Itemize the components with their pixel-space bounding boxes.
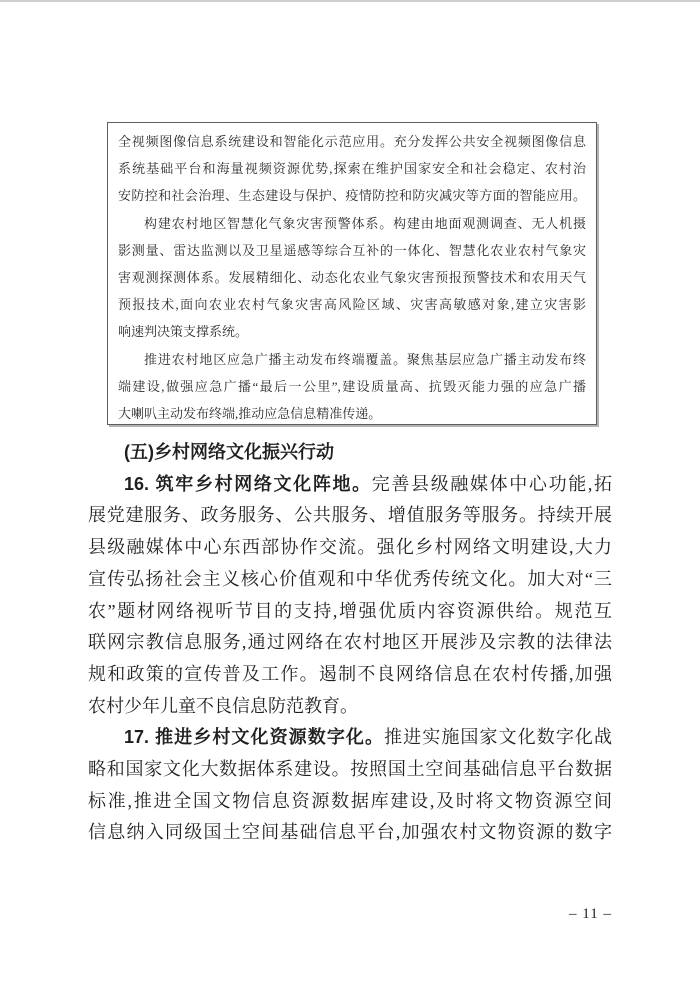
box-line: 响速判决策支撑系统。 (118, 324, 249, 340)
box-line: 预报技术,面向农业农村气象灾害高风险区域、灾害高敏感对象,建立灾害影 (118, 297, 586, 313)
item-17-line: 信息纳入同级国土空间基础信息平台,加强农村文物资源的数字 (88, 822, 612, 843)
item-16-line: 县级融媒体中心东西部协作交流。强化乡村网络文明建设,大力 (88, 537, 612, 558)
box-line: 推进农村地区应急广播主动发布终端覆盖。聚焦基层应急广播主动发布终 (144, 351, 586, 367)
box-line: 安防控和社会治理、生态建设与保护、疫情防控和防灾减灾等方面的智能应用。 (118, 188, 586, 204)
body-text (88, 437, 612, 849)
item-17-first-line (88, 722, 612, 754)
boxed-excerpt (107, 122, 597, 425)
item-16-line: 农村少年儿童不良信息防范教育。 (88, 695, 358, 716)
item-16-line: 农”题材网络视听节目的支持,增强优质内容资源供给。规范互 (88, 600, 612, 621)
box-line: 系统基础平台和海量视频资源优势,探索在维护国家安全和社会稳定、农村治 (118, 161, 586, 177)
item-17-line: 略和国家文化大数据体系建设。按照国土空间基础信息平台数据 (88, 759, 612, 780)
item-16-line: 联网宗教信息服务,通过网络在农村地区开展涉及宗教的法律法 (88, 632, 612, 653)
item-16-line: 规和政策的宣传普及工作。遏制不良网络信息在农村传播,加强 (88, 663, 612, 684)
item-16-first-rest: 完善县级融媒体中心功能,拓 (371, 473, 612, 494)
box-line: 大喇叭主动发布终端,推动应急信息精准传递。 (118, 406, 382, 422)
section-heading: (五)乡村网络文化振兴行动 (124, 442, 334, 462)
box-line: 全视频图像信息系统建设和智能化示范应用。充分发挥公共安全视频图像信息 (118, 134, 586, 149)
page-number: – 11 – (569, 906, 612, 922)
item-16-lead: 16. 筑牢乡村网络文化阵地。 (124, 473, 372, 494)
page-top-edge (0, 0, 700, 2)
item-17-lead: 17. 推进乡村文化资源数字化。 (124, 727, 385, 748)
item-17-line: 标准,推进全国文物信息资源数据库建设,及时将文物资源空间 (88, 790, 612, 811)
item-16-line: 展党建服务、政务服务、公共服务、增值服务等服务。持续开展 (88, 505, 612, 526)
box-line: 影测量、雷达监测以及卫星遥感等综合互补的一体化、智慧化农业农村气象灾 (118, 242, 586, 258)
box-line: 端建设,做强应急广播“最后一公里”,建设质量高、抗毁灭能力强的应急广播 (118, 378, 586, 394)
item-16-first-line (88, 469, 612, 501)
item-17-first-rest: 推进实施国家文化数字化战 (384, 727, 612, 748)
item-16-line: 宣传弘扬社会主义核心价值观和中华优秀传统文化。加大对“三 (88, 568, 612, 589)
box-line: 害观测探测体系。发展精细化、动态化农业气象灾害预报预警技术和农用天气 (118, 270, 586, 286)
box-line: 构建农村地区智慧化气象灾害预警体系。构建由地面观测调查、无人机摄 (144, 215, 586, 231)
